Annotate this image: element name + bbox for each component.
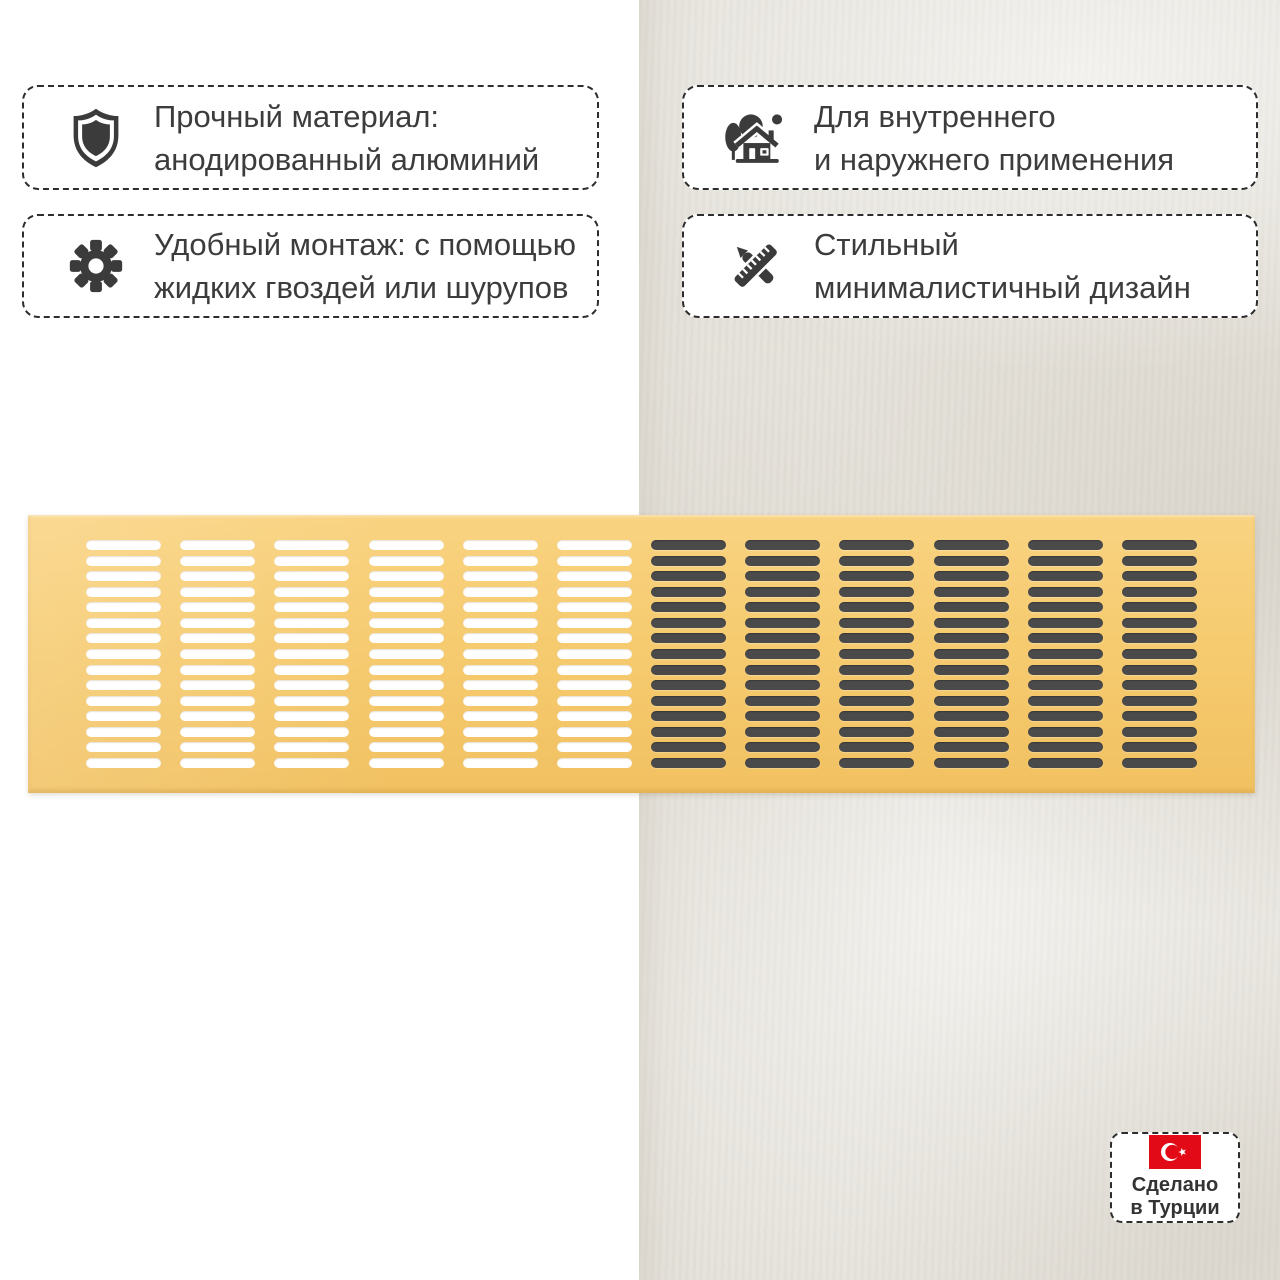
feature-durable-material-label	[154, 95, 539, 181]
vent-slot	[557, 680, 632, 690]
vent-slot	[274, 618, 349, 628]
feature-line: и наружнего применения	[814, 141, 1175, 177]
vent-slot	[651, 742, 726, 752]
vent-slot	[369, 540, 444, 550]
feature-minimalist-design-label	[814, 223, 1191, 309]
slot-column	[274, 540, 349, 768]
vent-slot	[934, 742, 1009, 752]
vent-slot	[934, 540, 1009, 550]
vent-slot	[274, 587, 349, 597]
vent-slot	[274, 633, 349, 643]
vent-slot	[839, 665, 914, 675]
vent-slot	[180, 680, 255, 690]
vent-slot	[86, 727, 161, 737]
vent-slot	[651, 649, 726, 659]
vent-slot	[463, 758, 538, 768]
vent-slot	[180, 649, 255, 659]
vent-slot	[745, 633, 820, 643]
vent-slot	[1122, 696, 1197, 706]
vent-slot	[839, 696, 914, 706]
vent-slot	[180, 571, 255, 581]
vent-slot	[557, 711, 632, 721]
vent-slot	[934, 711, 1009, 721]
vent-slot	[369, 618, 444, 628]
vent-slot	[1028, 618, 1103, 628]
vent-slot	[557, 742, 632, 752]
vent-slot	[745, 587, 820, 597]
vent-slot	[180, 727, 255, 737]
vent-slot	[86, 758, 161, 768]
vent-slot	[86, 696, 161, 706]
vent-slot	[1122, 680, 1197, 690]
vent-slot	[934, 758, 1009, 768]
vent-slot	[274, 556, 349, 566]
vent-slot	[1122, 633, 1197, 643]
vent-slot	[745, 758, 820, 768]
vent-slot	[463, 633, 538, 643]
vent-slot	[180, 742, 255, 752]
vent-slot	[86, 602, 161, 612]
vent-slot	[180, 602, 255, 612]
vent-slot	[934, 649, 1009, 659]
vent-slot	[463, 602, 538, 612]
vent-slot	[745, 618, 820, 628]
turkey-flag-icon	[1149, 1135, 1201, 1169]
feature-line: жидких гвоздей или шурупов	[154, 270, 569, 305]
feature-easy-mounting-label	[154, 223, 576, 309]
vent-slot	[839, 618, 914, 628]
vent-slot	[839, 711, 914, 721]
vent-slot	[557, 758, 632, 768]
vent-slot	[839, 571, 914, 581]
vent-slot	[369, 758, 444, 768]
vent-slot	[839, 602, 914, 612]
vent-slot	[463, 587, 538, 597]
vent-slot	[651, 711, 726, 721]
vent-slot	[86, 571, 161, 581]
vent-slot	[180, 587, 255, 597]
vent-slot	[463, 665, 538, 675]
vent-slot	[86, 665, 161, 675]
vent-slot	[839, 680, 914, 690]
vent-slot	[651, 758, 726, 768]
vent-slot	[1122, 727, 1197, 737]
slot-column	[463, 540, 538, 768]
vent-slot	[180, 665, 255, 675]
vent-slot	[745, 711, 820, 721]
vent-slot	[369, 696, 444, 706]
vent-slot	[651, 540, 726, 550]
vent-slot	[557, 727, 632, 737]
vent-slot	[1122, 711, 1197, 721]
pencil-ruler-icon	[724, 238, 788, 294]
vent-slot	[557, 587, 632, 597]
vent-slot	[463, 680, 538, 690]
feature-line: анодированный алюминий	[154, 141, 540, 177]
vent-slot	[1028, 711, 1103, 721]
vent-slot	[1028, 649, 1103, 659]
vent-slot	[180, 711, 255, 721]
vent-slot	[651, 696, 726, 706]
vent-slot	[1028, 633, 1103, 643]
shield-icon	[64, 107, 128, 169]
vent-slot	[839, 587, 914, 597]
vent-slot	[839, 649, 914, 659]
vent-slot	[274, 665, 349, 675]
vent-slot	[557, 571, 632, 581]
vent-slot	[1028, 571, 1103, 581]
vent-slot	[1028, 587, 1103, 597]
vent-slot	[180, 696, 255, 706]
vent-slot	[274, 571, 349, 581]
slot-column	[839, 540, 914, 768]
vent-slot	[557, 602, 632, 612]
vent-slot	[934, 727, 1009, 737]
house-tree-icon	[724, 109, 788, 167]
vent-slot	[180, 758, 255, 768]
vent-slot	[745, 742, 820, 752]
vent-slot	[369, 649, 444, 659]
vent-slot	[745, 665, 820, 675]
vent-slot	[1028, 727, 1103, 737]
vent-slot	[1028, 556, 1103, 566]
vent-slot	[1122, 540, 1197, 550]
vent-slot	[1122, 758, 1197, 768]
vent-slot	[86, 742, 161, 752]
ventilation-grille	[28, 515, 1255, 793]
vent-slot	[463, 540, 538, 550]
vent-slot	[274, 711, 349, 721]
vent-slot	[1122, 556, 1197, 566]
vent-slot	[274, 758, 349, 768]
feature-line: Для внутреннего	[814, 98, 1056, 134]
vent-slot	[1122, 742, 1197, 752]
slot-column	[745, 540, 820, 768]
vent-slot	[651, 633, 726, 643]
vent-slot	[274, 602, 349, 612]
slot-column	[1028, 540, 1103, 768]
vent-slot	[1028, 680, 1103, 690]
vent-slot	[86, 556, 161, 566]
vent-slot	[557, 665, 632, 675]
vent-slot	[463, 618, 538, 628]
vent-slot	[1028, 742, 1103, 752]
vent-slot	[86, 649, 161, 659]
vent-slot	[1122, 587, 1197, 597]
vent-slot	[369, 665, 444, 675]
vent-slot	[651, 556, 726, 566]
vent-slot	[557, 649, 632, 659]
vent-slot	[557, 633, 632, 643]
vent-slot	[839, 633, 914, 643]
vent-slot	[1028, 665, 1103, 675]
vent-slot	[274, 680, 349, 690]
vent-slot	[369, 742, 444, 752]
vent-slot	[745, 540, 820, 550]
feature-indoor-outdoor	[682, 85, 1258, 190]
vent-slot	[934, 680, 1009, 690]
vent-slot	[745, 556, 820, 566]
feature-indoor-outdoor-label	[814, 95, 1174, 181]
vent-slot	[369, 727, 444, 737]
vent-slot	[839, 727, 914, 737]
vent-slot	[651, 618, 726, 628]
vent-slot	[1122, 665, 1197, 675]
vent-slot	[86, 711, 161, 721]
slot-column	[180, 540, 255, 768]
vent-slot	[839, 742, 914, 752]
feature-line: Стильный	[814, 227, 959, 262]
vent-slot	[274, 742, 349, 752]
slot-column	[934, 540, 1009, 768]
vent-slot	[651, 602, 726, 612]
vent-slot	[274, 727, 349, 737]
vent-slot	[934, 633, 1009, 643]
made-in-badge	[1110, 1132, 1240, 1223]
vent-slot	[1028, 540, 1103, 550]
vent-slot	[557, 540, 632, 550]
vent-slot	[1122, 602, 1197, 612]
vent-slot	[1122, 618, 1197, 628]
vent-slot	[369, 602, 444, 612]
made-in-line: Сделано	[1131, 1174, 1219, 1196]
vent-slot	[463, 556, 538, 566]
vent-slot	[463, 696, 538, 706]
vent-slot	[557, 618, 632, 628]
vent-slot	[180, 540, 255, 550]
vent-slot	[839, 758, 914, 768]
feature-easy-mounting	[22, 214, 599, 318]
vent-slot	[1122, 649, 1197, 659]
vent-slot	[745, 680, 820, 690]
vent-slot	[934, 696, 1009, 706]
vent-slot	[934, 602, 1009, 612]
vent-slot	[745, 602, 820, 612]
vent-slot	[1122, 571, 1197, 581]
vent-slot	[651, 680, 726, 690]
vent-slot	[934, 665, 1009, 675]
vent-slot	[463, 571, 538, 581]
vent-slot	[180, 618, 255, 628]
gear-icon	[64, 239, 128, 293]
feature-durable-material	[22, 85, 599, 190]
vent-slot	[463, 727, 538, 737]
made-in-line: в Турции	[1130, 1197, 1220, 1219]
vent-slot	[86, 587, 161, 597]
vent-slot	[934, 618, 1009, 628]
made-in-label	[1130, 1174, 1219, 1220]
feature-line: Удобный монтаж: с помощью	[154, 227, 577, 262]
vent-slot	[934, 587, 1009, 597]
vent-slot	[86, 618, 161, 628]
vent-slot	[86, 633, 161, 643]
vent-slot	[651, 571, 726, 581]
vent-slot	[463, 742, 538, 752]
vent-slot	[651, 727, 726, 737]
vent-slot	[274, 540, 349, 550]
feature-minimalist-design	[682, 214, 1258, 318]
vent-slot	[274, 649, 349, 659]
vent-slot	[745, 649, 820, 659]
vent-slot	[934, 556, 1009, 566]
vent-slot	[369, 633, 444, 643]
vent-slot	[369, 556, 444, 566]
slot-column	[369, 540, 444, 768]
vent-slot	[557, 556, 632, 566]
slot-column	[86, 540, 161, 768]
vent-slot	[651, 665, 726, 675]
vent-slot	[745, 727, 820, 737]
vent-slot	[745, 696, 820, 706]
feature-line: Прочный материал:	[154, 98, 440, 134]
vent-slot	[839, 540, 914, 550]
vent-slot	[934, 571, 1009, 581]
slot-column	[557, 540, 632, 768]
vent-slot	[369, 587, 444, 597]
vent-slot	[180, 633, 255, 643]
vent-slot	[369, 571, 444, 581]
vent-slot	[86, 680, 161, 690]
vent-slot	[369, 711, 444, 721]
slot-column	[1122, 540, 1197, 768]
vent-slot	[651, 587, 726, 597]
slot-column	[651, 540, 726, 768]
vent-slot	[557, 696, 632, 706]
vent-slot	[1028, 758, 1103, 768]
vent-slot	[1028, 602, 1103, 612]
vent-slot	[369, 680, 444, 690]
vent-slot	[1028, 696, 1103, 706]
vent-slot	[745, 571, 820, 581]
vent-slot	[180, 556, 255, 566]
vent-slot	[274, 696, 349, 706]
vent-slot	[463, 711, 538, 721]
vent-slot	[839, 556, 914, 566]
vent-slot	[86, 540, 161, 550]
vent-slot	[463, 649, 538, 659]
feature-line: минималистичный дизайн	[814, 270, 1191, 305]
